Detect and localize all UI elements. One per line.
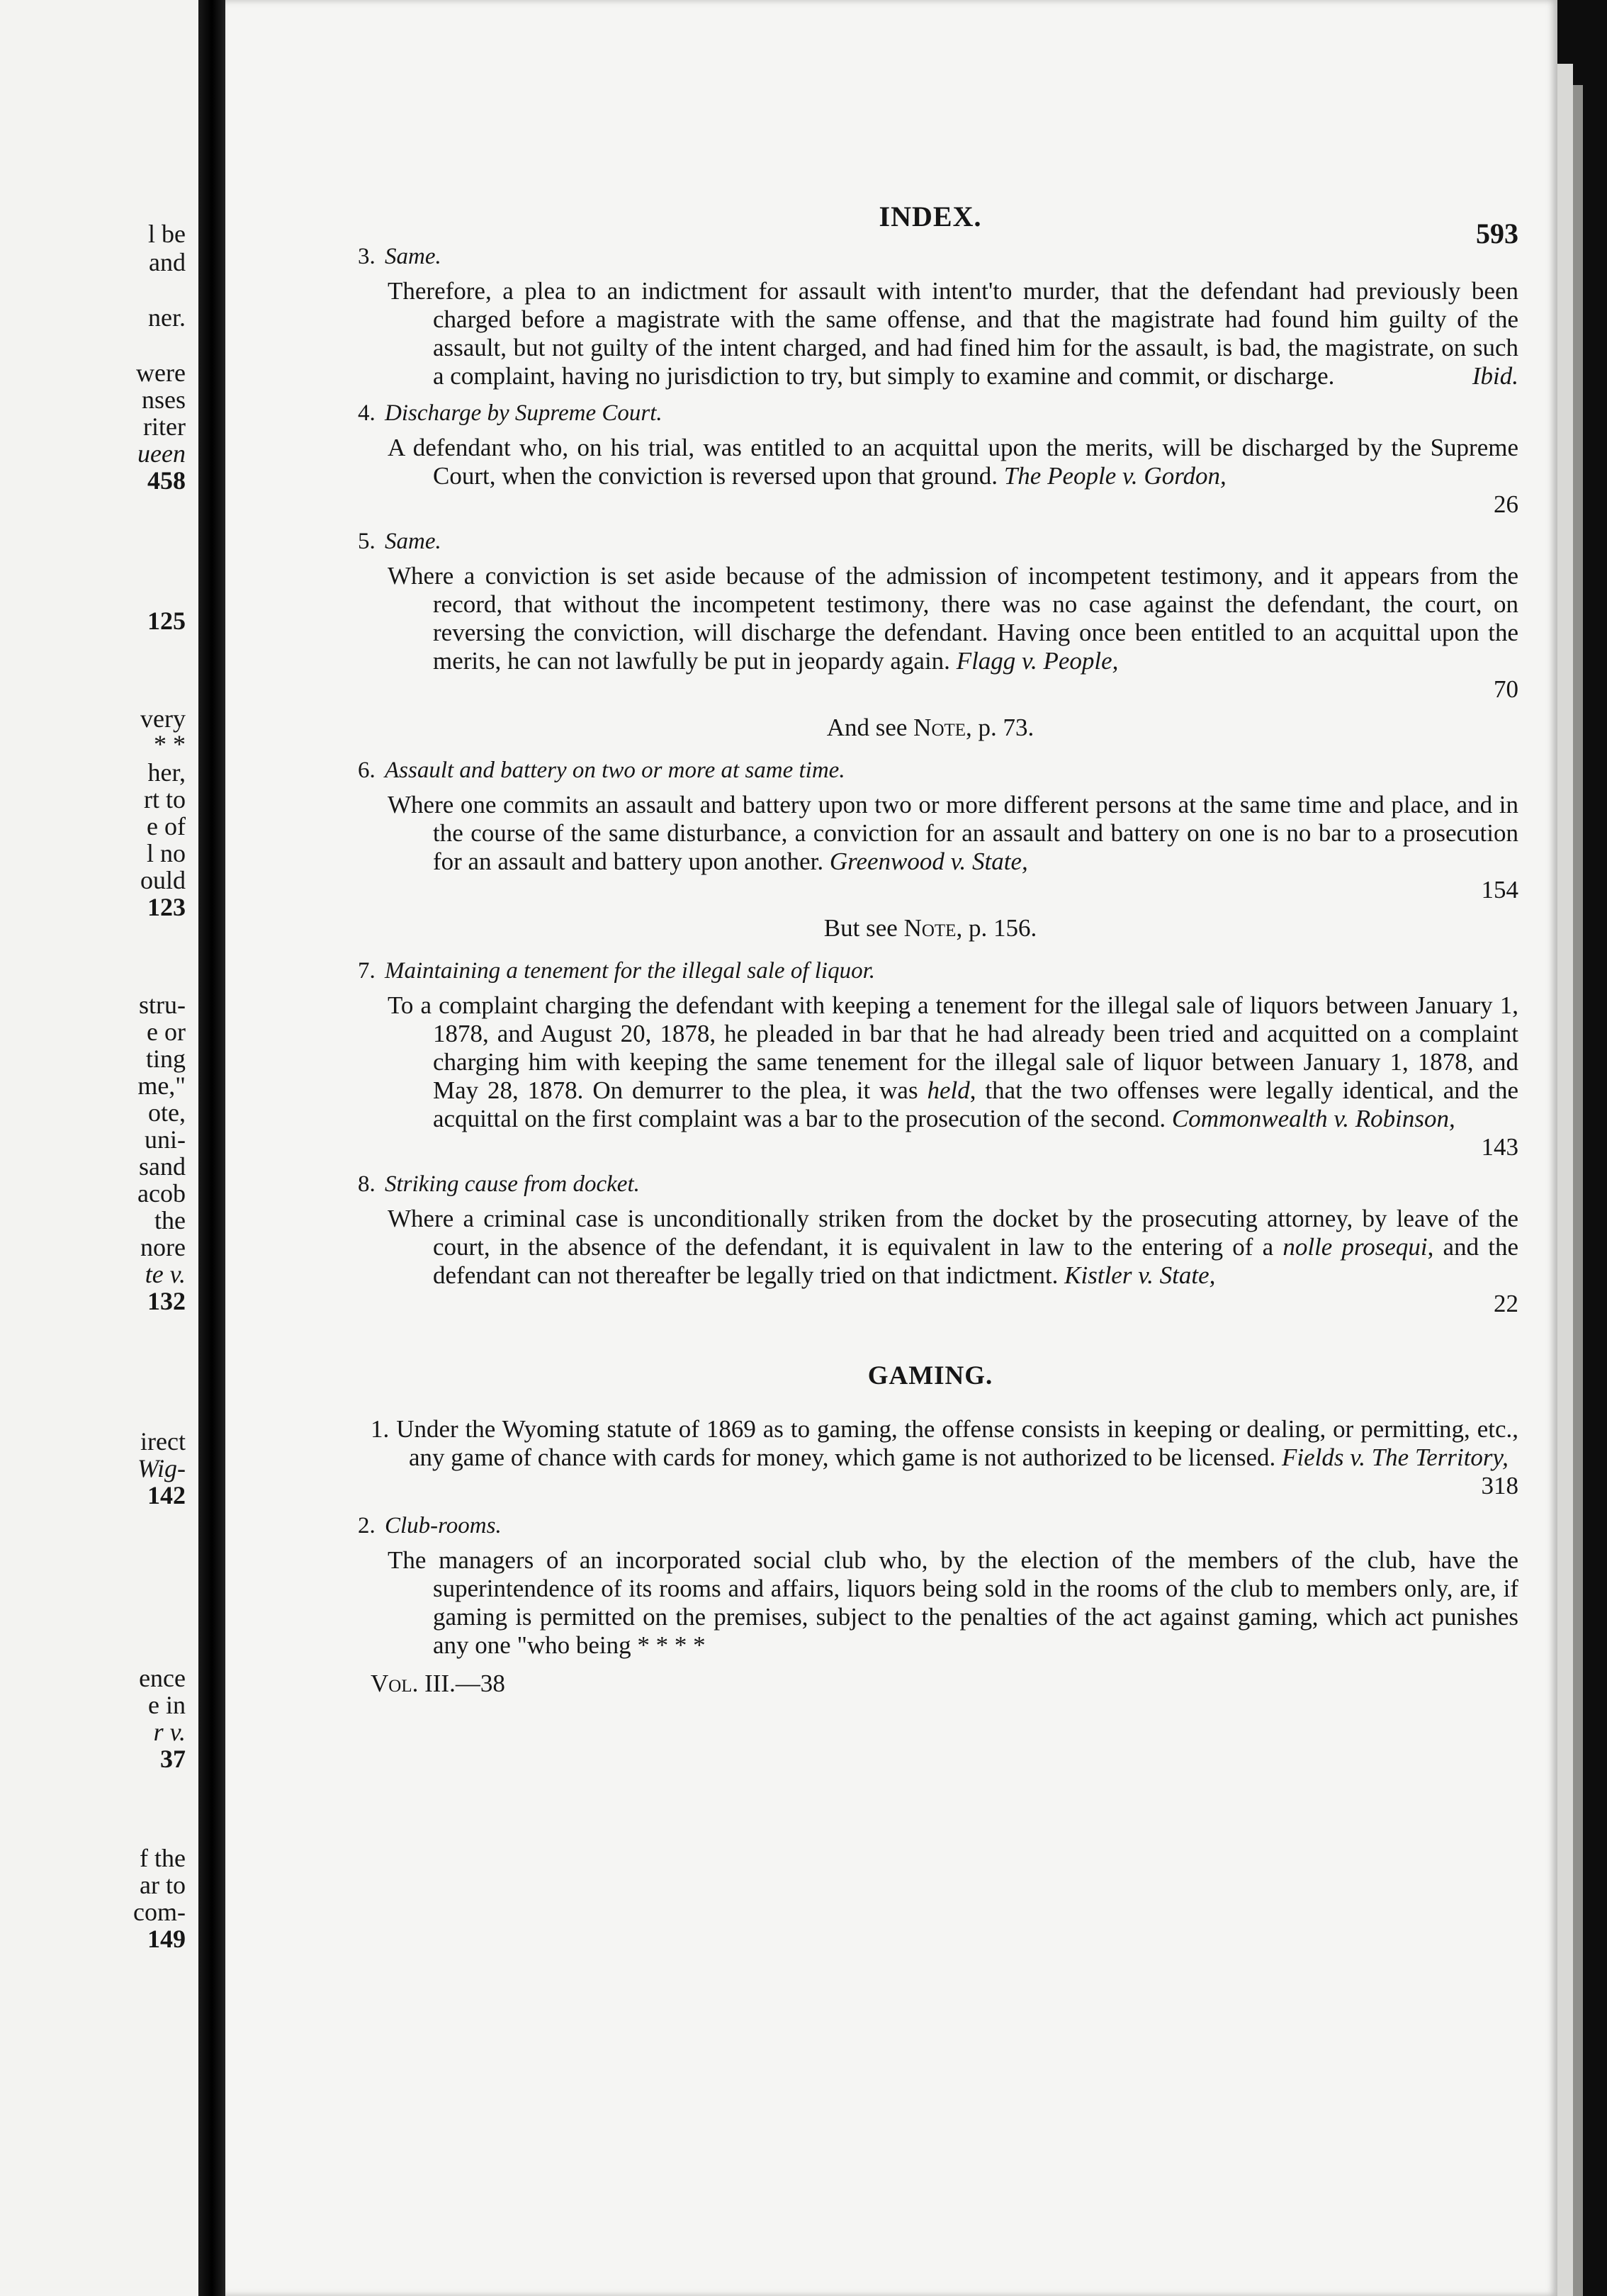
left-page-fragment: ote, — [148, 1098, 186, 1127]
section-title-gaming: GAMING. — [867, 1361, 993, 1390]
left-page-fragment: sand — [139, 1152, 186, 1181]
entry-text: Under the Wyoming statute of 1869 as to gaming, the offense consists in keeping or dealing, or permitting, etc., any game of chance with cards for money, which game is not authorized to be licensed. — [396, 1415, 1518, 1471]
left-page-fragment: * * — [154, 730, 186, 758]
index-body — [342, 244, 1518, 1698]
entry-case: Kistler v. State, — [1064, 1261, 1216, 1289]
left-page-fragment: ueen — [137, 439, 186, 468]
left-page-fragment: ould — [140, 866, 186, 894]
entry-text: To a complaint charging the defendant with keeping a tenement for the illegal sale of liquors between January 1, 1878, and August 20, 1878, he pleaded in bar that he had already been tried and acquitted on a complaint charging him with keeping the same tenement for the illegal sale of liquor between January 1, 1878, and May 28, 1878. On demurrer to the plea, it was held, that the two offenses were legally identical, and the acquittal on the first complaint was a bar to the prosecution of the second. — [388, 991, 1518, 1132]
entry-page: 70 — [1494, 675, 1518, 703]
entry-heading: Club-rooms. — [385, 1513, 502, 1538]
index-entry — [342, 1171, 1518, 1318]
entry-heading: Same. — [385, 529, 441, 554]
left-page-fragment: 142 — [147, 1481, 186, 1509]
facing-page-fragment — [0, 0, 198, 2296]
entry-heading: Striking cause from docket. — [385, 1171, 640, 1197]
entry-text: Therefore, a plea to an indictment for assault with intent'to murder, that the defendant had previously been charged before a magistrate with the same offense, and that the magistrate had found him guilty of the assault, but not guilty of the intent charged, and had fined him for the assault, is bad, the magistrate, on such a complaint, having no jurisdiction to try, but simply to examine and commit, or discharge. — [388, 277, 1518, 390]
left-page-fragment: com- — [133, 1898, 186, 1926]
entry-number: 5. — [358, 529, 376, 554]
entry-case: Ibid. — [1472, 362, 1518, 390]
entry-page: 154 — [1481, 876, 1518, 904]
left-page-fragment: and — [149, 248, 186, 276]
left-page-fragment: e in — [148, 1691, 186, 1719]
running-head — [342, 200, 1518, 249]
book-gutter — [198, 0, 225, 2296]
page-edge — [1557, 64, 1573, 2296]
left-page-fragment: ar to — [140, 1871, 186, 1899]
left-page-fragment: 37 — [160, 1745, 186, 1773]
left-page-fragment: 458 — [147, 466, 186, 495]
entry-text: Where a conviction is set aside because of the admission of incompetent testimony, and it appears from the record, that without the incompetent testimony, there was no case against the defendant, the court, on reversing the conviction, will discharge the defendant. Having once been entitled to an acquittal upon the merits, he can not lawfully be put in jeopardy again. — [388, 562, 1518, 675]
index-entry — [342, 758, 1518, 904]
left-page-fragment: e or — [147, 1018, 186, 1046]
entry-number: 3. — [358, 244, 376, 269]
left-page-fragment: 132 — [147, 1287, 186, 1315]
running-title: INDEX. — [879, 201, 982, 232]
left-page-fragment: nses — [142, 386, 186, 414]
index-entry — [342, 400, 1518, 519]
entry-case: Fields v. The Territory, — [1282, 1444, 1509, 1471]
entry-text: The managers of an incorporated social club who, by the election of the members of the club, have the superintendence of its rooms and affairs, liquors being sold in the rooms of the club to members only, are, if gaming is permitted on the premises, subject to the penalties of the act against gaming, which act punishes any one "who being * * * * — [388, 1546, 1518, 1659]
left-page-fragment: were — [136, 359, 186, 387]
left-page-fragment: rt to — [144, 785, 186, 814]
page-number: 593 — [1476, 218, 1518, 249]
entry-case: Flagg v. People, — [956, 647, 1119, 675]
entry-page: 143 — [1481, 1133, 1518, 1161]
entry-text: Where a criminal case is unconditionally striken from the docket by the prosecuting attorney, by leave of the court, in the absence of the defendant, it is equivalent in law to the entering of a nolle prosequi, and the defendant can not thereafter be legally tried on that indictment. — [388, 1205, 1519, 1289]
entry-number: 1. — [371, 1415, 390, 1443]
left-page-fragment: very — [140, 704, 186, 733]
left-page-fragment: 123 — [147, 893, 186, 921]
index-page — [225, 0, 1557, 2296]
entry-heading: Same. — [385, 244, 441, 269]
left-page-fragment: ting — [145, 1045, 186, 1073]
gaming-entry — [342, 1415, 1518, 1500]
entry-number: 6. — [358, 758, 376, 783]
left-page-fragment: te v. — [145, 1260, 186, 1288]
entry-number: 8. — [358, 1171, 376, 1197]
left-page-fragment: l be — [148, 220, 186, 248]
left-page-fragment: riter — [143, 412, 186, 441]
entry-number: 7. — [358, 958, 376, 984]
entry-number: 4. — [358, 400, 376, 426]
left-page-fragment: 125 — [147, 607, 186, 635]
entry-case: Greenwood v. State, — [829, 848, 1028, 875]
left-page-fragment: the — [154, 1206, 186, 1234]
index-entry — [342, 529, 1518, 704]
left-page-fragment: 149 — [147, 1925, 186, 1953]
entry-text: A defendant who, on his trial, was entitled to an acquittal upon the merits, will be discharged by the Supreme Court, when the conviction is reversed upon that ground. — [388, 434, 1518, 490]
left-page-fragment: me," — [137, 1071, 186, 1100]
left-page-fragment: ence — [139, 1664, 186, 1692]
index-entry — [342, 958, 1518, 1161]
left-page-fragment: stru- — [139, 991, 186, 1019]
entry-heading: Assault and battery on two or more at same time. — [385, 758, 845, 783]
entry-number: 2. — [358, 1513, 376, 1538]
signature-mark: Vol. III.—38 — [371, 1670, 505, 1697]
entry-page: 318 — [1481, 1472, 1518, 1499]
entry-heading: Maintaining a tenement for the illegal sale of liquor. — [385, 958, 876, 984]
left-page-fragment: irect — [140, 1427, 186, 1456]
left-page-fragment: acob — [137, 1179, 186, 1208]
left-page-fragment: nore — [140, 1233, 186, 1261]
entry-page: 26 — [1494, 490, 1518, 518]
left-page-fragment: Wig- — [137, 1454, 186, 1482]
entry-page: 22 — [1494, 1290, 1518, 1317]
entry-case: Commonwealth v. Robinson, — [1171, 1105, 1455, 1132]
gaming-entry — [342, 1513, 1518, 1660]
entry-text: Where one commits an assault and battery upon two or more different persons at the same time and place, and in the course of the same disturbance, a conviction for an assault and battery on one is no bar to a prosecution for an assault and battery upon another. — [388, 791, 1518, 875]
left-page-fragment: f the — [140, 1844, 186, 1872]
left-page-fragment: e of — [147, 812, 186, 840]
left-page-fragment: ner. — [148, 303, 186, 332]
see-note: And see Note, p. 73. — [826, 714, 1034, 741]
left-page-fragment: her, — [147, 758, 186, 787]
index-entry — [342, 244, 1518, 390]
left-page-fragment: r v. — [153, 1718, 186, 1746]
entry-heading: Discharge by Supreme Court. — [385, 400, 662, 426]
left-page-fragment: l no — [146, 839, 186, 867]
entry-case: The People v. Gordon, — [1003, 462, 1227, 490]
page-edge — [1573, 85, 1583, 2296]
left-page-fragment: uni- — [145, 1125, 186, 1154]
see-note: But see Note, p. 156. — [823, 914, 1037, 942]
